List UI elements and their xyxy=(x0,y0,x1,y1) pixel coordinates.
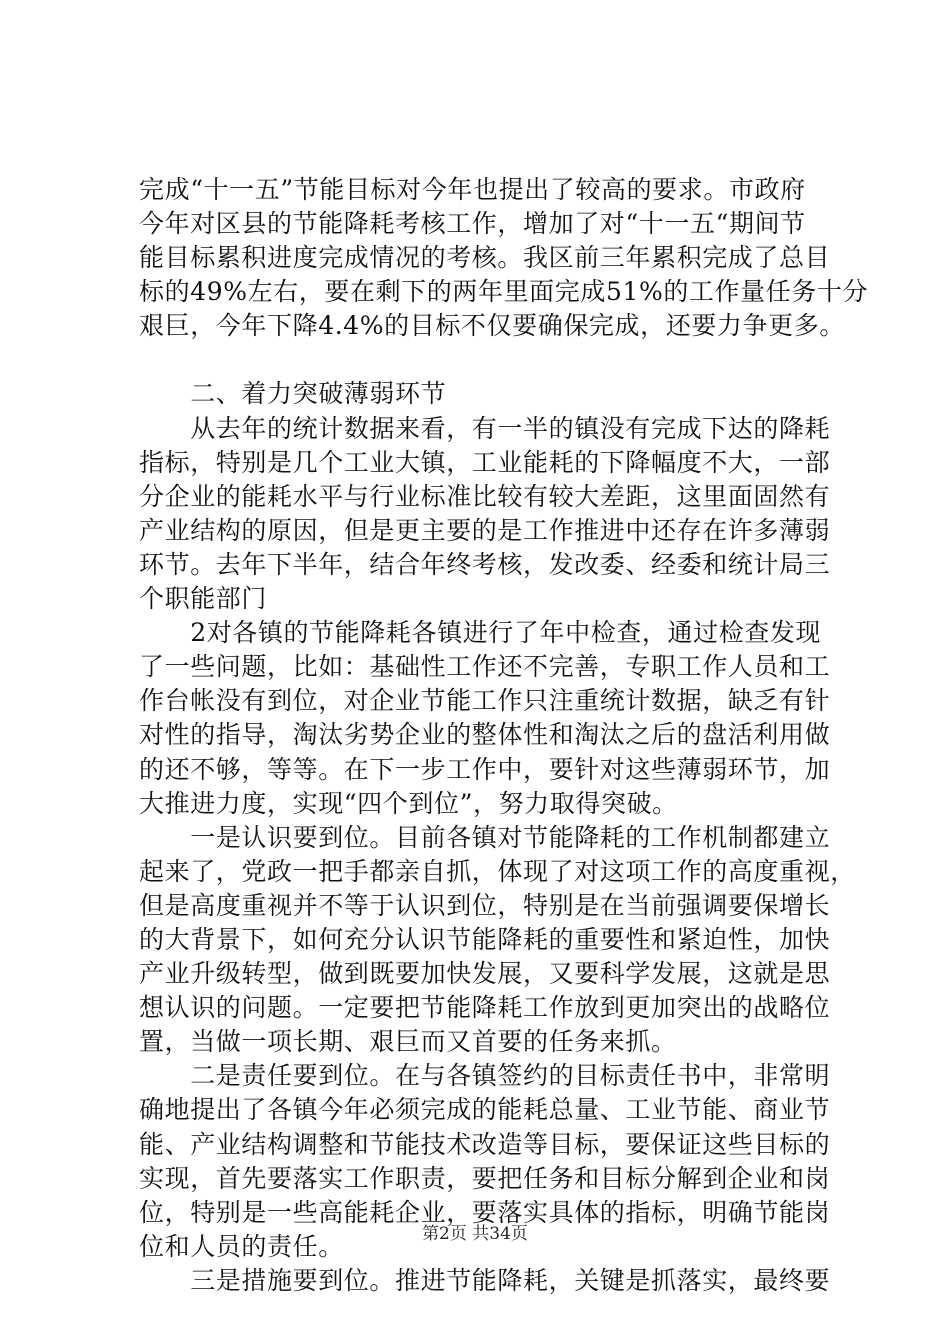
text-line: 艰巨，今年下降4.4%的目标不仅要确保完成，还要力争更多。 xyxy=(139,311,845,341)
text-line: 指标，特别是几个工业大镇，工业能耗的下降幅度不大，一部 xyxy=(139,447,831,477)
text-line: 从去年的统计数据来看，有一半的镇没有完成下达的降耗 xyxy=(139,413,831,443)
text-line: 位，特别是一些高能耗企业，要落实具体的指标，明确节能岗 xyxy=(139,1197,831,1227)
text-line: 能、产业结构调整和节能技术改造等目标，要保证这些目标的 xyxy=(139,1129,831,1159)
text-line: 作台帐没有到位，对企业节能工作只注重统计数据，缺乏有针 xyxy=(139,686,831,716)
text-line: 产业升级转型，做到既要加快发展，又要科学发展，这就是思 xyxy=(139,959,831,989)
text-line: 大推进力度，实现“四个到位”，努力取得突破。 xyxy=(139,788,678,818)
text-line: 的还不够，等等。在下一步工作中，要针对这些薄弱环节，加 xyxy=(139,754,831,784)
text-line: 标的49%左右，要在剩下的两年里面完成51%的工作量任务十分 xyxy=(139,277,869,307)
text-line: 位和人员的责任。 xyxy=(139,1231,344,1261)
text-line: 二是责任要到位。在与各镇签约的目标责任书中，非常明 xyxy=(139,1061,831,1091)
document-body xyxy=(139,173,869,1298)
text-line: 分企业的能耗水平与行业标准比较有较大差距，这里面固然有 xyxy=(139,481,831,511)
text-line: 一是认识要到位。目前各镇对节能降耗的工作机制都建立 xyxy=(139,822,831,852)
text-line: 确地提出了各镇今年必须完成的能耗总量、工业节能、商业节 xyxy=(139,1095,831,1125)
text-line: 了一些问题，比如：基础性工作还不完善，专职工作人员和工 xyxy=(139,652,831,682)
text-line: 能目标累积进度完成情况的考核。我区前三年累积完成了总目 xyxy=(139,243,831,273)
text-line: 三是措施要到位。推进节能降耗，关键是抓落实，最终要 xyxy=(139,1265,831,1295)
text-line: 起来了，党政一把手都亲自抓，体现了对这项工作的高度重视， xyxy=(139,856,856,886)
text-line: 2对各镇的节能降耗各镇进行了年中检查，通过检查发现 xyxy=(139,618,822,648)
paragraph-gap xyxy=(139,343,839,377)
text-line: 想认识的问题。一定要把节能降耗工作放到更加突出的战略位 xyxy=(139,993,831,1023)
text-line: 环节。去年下半年，结合年终考核，发改委、经委和统计局三 xyxy=(139,549,831,579)
page-footer: 第2页 共34页 xyxy=(422,1224,528,1244)
text-line: 个职能部门 xyxy=(139,584,268,614)
text-line: 对性的指导，淘汰劣势企业的整体性和淘汰之后的盘活利用做 xyxy=(139,720,831,750)
text-line: 产业结构的原因，但是更主要的是工作推进中还存在许多薄弱 xyxy=(139,515,831,545)
text-line: 置，当做一项长期、艰巨而又首要的任务来抓。 xyxy=(139,1027,677,1057)
text-line: 的大背景下，如何充分认识节能降耗的重要性和紧迫性，加快 xyxy=(139,924,831,954)
text-line: 但是高度重视并不等于认识到位，特别是在当前强调要保增长 xyxy=(139,890,831,920)
text-line: 今年对区县的节能降耗考核工作，增加了对“十一五“期间节 xyxy=(139,209,806,239)
text-line: 二、着力突破薄弱环节 xyxy=(139,379,447,409)
text-line: 完成“十一五”节能目标对今年也提出了较高的要求。市政府 xyxy=(139,175,806,204)
text-line: 实现，首先要落实工作职责，要把任务和目标分解到企业和岗 xyxy=(139,1163,831,1193)
